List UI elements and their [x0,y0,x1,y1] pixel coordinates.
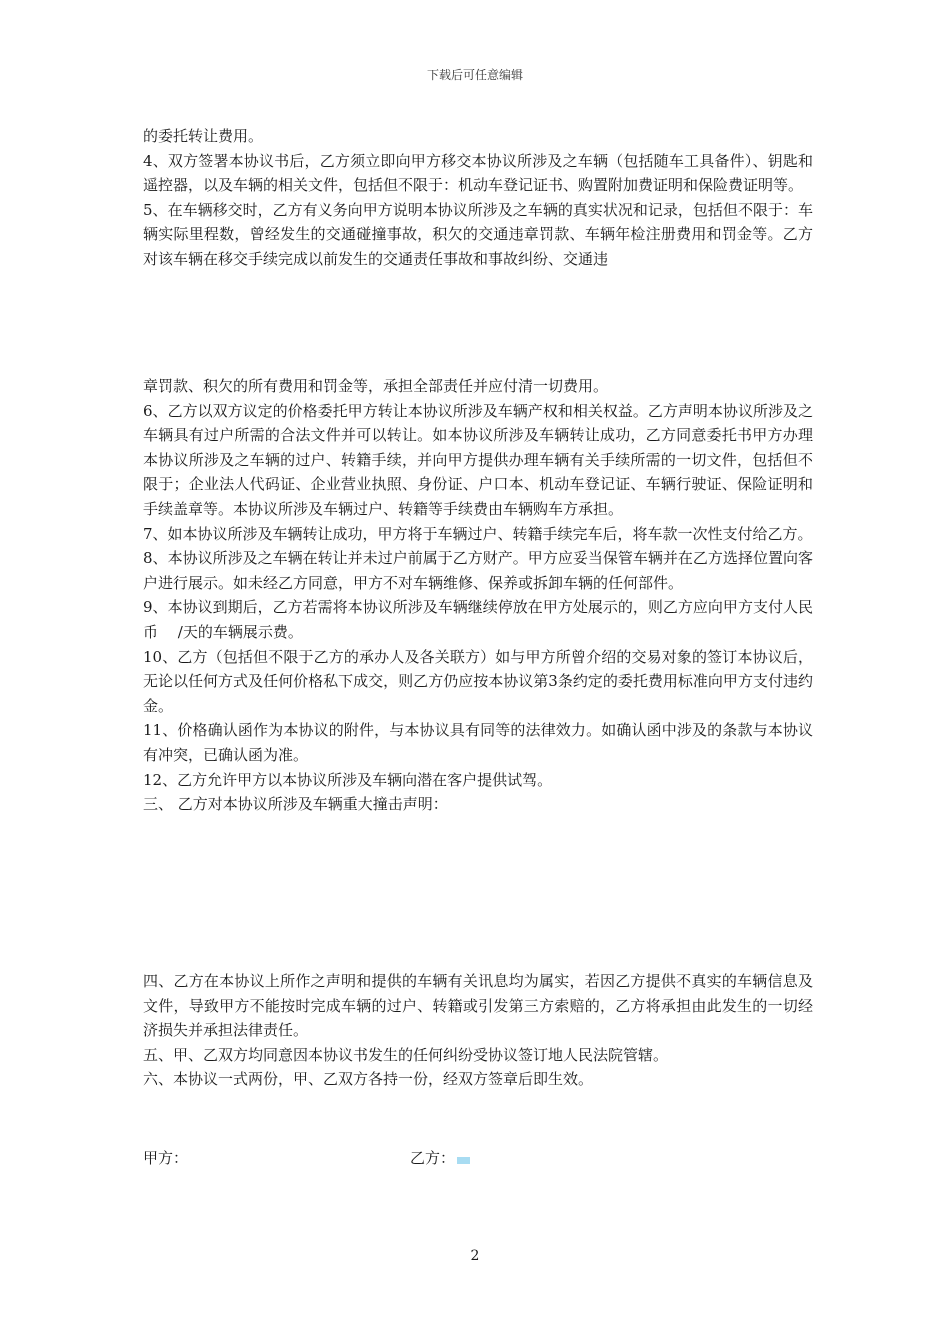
paragraph: 4、双方签署本协议书后，乙方须立即向甲方移交本协议所涉及之车辆（包括随车工具备件）、钥匙和遥控器，以及车辆的相关文件，包括但不限于：机动车登记证书、购置附加费证明和保险费证明等。 [143,151,813,195]
stamp-mark-icon [457,1157,470,1164]
paragraph: 章罚款、积欠的所有费用和罚金等，承担全部责任并应付清一切费用。 [143,377,609,395]
text-block-bottom [143,969,813,1092]
paragraph: 的委托转让费用。 [143,127,264,145]
party-b-signature [410,1146,470,1170]
text-block-top [143,124,813,272]
party-a-label: 甲方： [143,1149,189,1167]
page-header: 下载后可任意编辑 [426,68,523,82]
paragraph: 8、本协议所涉及之车辆在转让并未过户前属于乙方财产。甲方应妥当保管车辆并在乙方选择位置向客户进行展示。如未经乙方同意，甲方不对车辆维修、保养或拆卸车辆的任何部件。 [143,549,813,592]
paragraph: 11、价格确认函作为本协议的附件，与本协议具有同等的法律效力。如确认函中涉及的条款与本协议有冲突，已确认函为准。 [143,721,813,764]
paragraph: 6、乙方以双方议定的价格委托甲方转让本协议所涉及车辆产权和相关权益。乙方声明本协议所涉及之车辆具有过户所需的合法文件并可以转让。如本协议所涉及车辆转让成功，乙方同意委托书甲方办理本协议所涉及之车辆的过户、转籍手续，并向甲方提供办理车辆有关手续所需的一切文件，包括但不限于；企业法人代码证、企业营业执照、身份证、户口本、机动车登记证、车辆行驶证、保险证明和手续盖章等。本协议所涉及车辆过户、转籍等手续费由车辆购车方承担。 [143,401,813,518]
text-block-middle [143,374,813,817]
section-heading: 三、 乙方对本协议所涉及车辆重大撞击声明： [143,795,448,814]
party-b-label: 乙方： [410,1149,456,1167]
paragraph: 四、乙方在本协议上所作之声明和提供的车辆有关讯息均为属实，若因乙方提供不真实的车辆信息及文件，导致甲方不能按时完成车辆的过户、转籍或引发第三方索赔的，乙方将承担由此发生的一切经济损失并承担法律责任。 [143,972,813,1040]
paragraph: 5、在车辆移交时，乙方有义务向甲方说明本协议所涉及之车辆的真实状况和记录，包括但不限于：车辆实际里程数，曾经发生的交通碰撞事故，积欠的交通违章罚款、车辆年检注册费用和罚金等。乙方对该车辆在移交手续完成以前发生的交通责任事故和事故纠纷、交通违 [143,200,813,268]
paragraph: 六、本协议一式两份，甲、乙双方各持一份，经双方签章后即生效。 [143,1070,594,1089]
paragraph: 10、乙方（包括但不限于乙方的承办人及各关联方）如与甲方所曾介绍的交易对象的签订本协议后，无论以任何方式及任何价格私下成交，则乙方仍应按本协议第3条约定的委托费用标准向甲方支付违约金。 [143,647,813,715]
party-a-signature [143,1146,188,1170]
paragraph: 12、乙方允许甲方以本协议所涉及车辆向潜在客户提供试驾。 [143,770,553,789]
page-number: 2 [470,1248,480,1264]
paragraph: 9、本协议到期后，乙方若需将本协议所涉及车辆继续停放在甲方处展示的，则乙方应向甲方支付人民币 /天的车辆展示费。 [143,598,813,641]
paragraph: 五、甲、乙双方均同意因本协议书发生的任何纠纷受协议签订地人民法院管辖。 [143,1045,669,1064]
paragraph: 7、如本协议所涉及车辆转让成功，甲方将于车辆过户、转籍手续完车后，将车款一次性支付给乙方。 [143,524,813,543]
